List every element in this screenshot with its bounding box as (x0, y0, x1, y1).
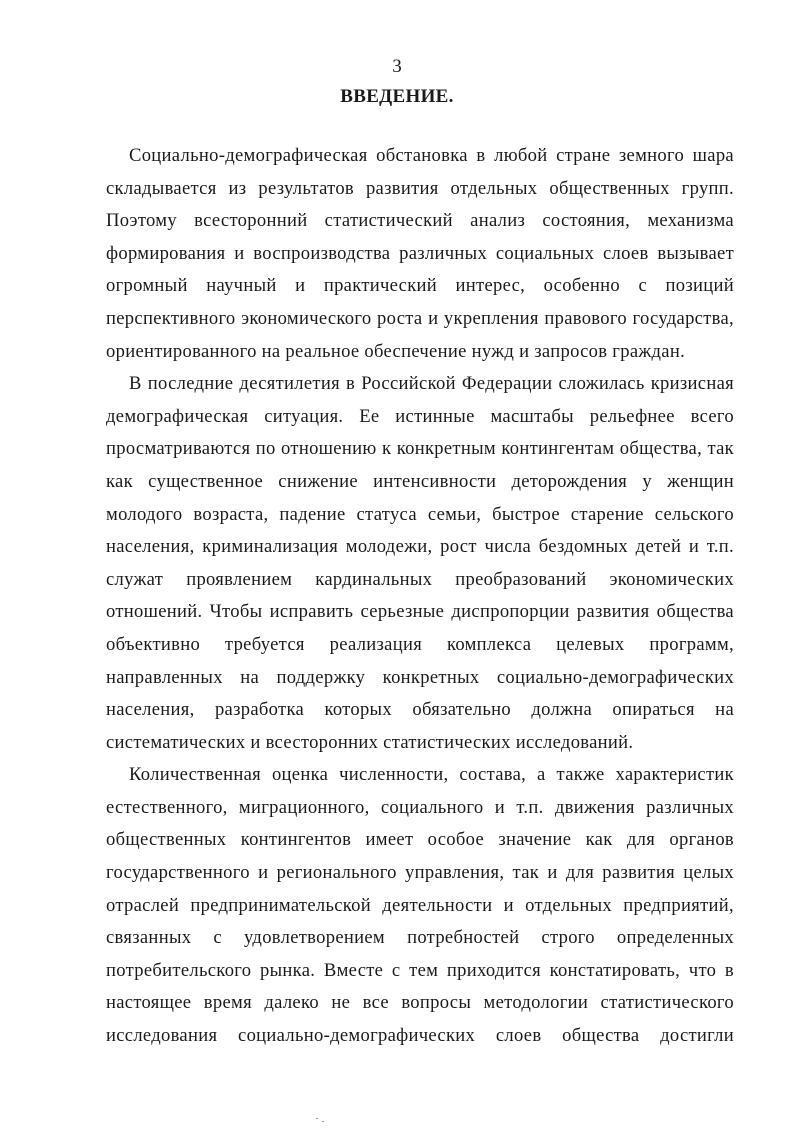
text-line: складывается из результатов развития отдельных общественных групп. (106, 177, 734, 199)
text-line: отношений. Чтобы исправить серьезные диспропорции развития общества (106, 601, 734, 623)
text-line: населения, разработка которых обязательно должна опираться на (106, 699, 734, 721)
text-line: Количественная оценка численности, состава, а также характеристик (129, 764, 734, 786)
text-line: исследования социально-демографических слоев общества достигли (106, 1025, 734, 1047)
text-line: связанных с удовлетворением потребностей строго определенных (106, 927, 734, 949)
text-line: перспективного экономического роста и укрепления правового государства, (106, 307, 734, 329)
text-line: объективно требуется реализация комплекса целевых программ, (106, 633, 734, 655)
paragraph-1 (106, 140, 734, 368)
text-line: ориентированного на реальное обеспечение нужд и запросов граждан. (106, 340, 686, 362)
text-line: демографическая ситуация. Ее истинные масштабы рельефнее всего (106, 405, 734, 427)
text-line: государственного и регионального управления, так и для развития целых (106, 862, 734, 884)
text-line: систематических и всесторонних статистических исследований. (106, 731, 634, 753)
text-line: просматриваются по отношению к конкретным контингентам общества, так (106, 438, 734, 460)
section-heading: ВВЕДЕНИЕ. (340, 86, 454, 107)
scan-speck (316, 1118, 318, 1119)
text-line: служат проявлением кардинальных преобразований экономических (106, 568, 734, 590)
text-line: огромный научный и практический интерес, особенно с позиций (106, 275, 734, 297)
text-line: Социально-демографическая обстановка в любой стране земного шара (129, 145, 734, 166)
text-line: Поэтому всесторонний статистический анализ состояния, механизма (106, 210, 734, 232)
text-line: общественных контингентов имеет особое значение как для органов (106, 829, 734, 851)
text-line: отраслей предпринимательской деятельности и отдельных предприятий, (106, 894, 734, 916)
text-line: формирования и воспроизводства различных социальных слоев вызывает (106, 242, 734, 264)
text-line: естественного, миграционного, социального и т.п. движения различных (106, 796, 734, 818)
text-line: настоящее время далеко не все вопросы методологии статистического (106, 992, 734, 1014)
body-text (106, 140, 734, 1053)
text-line: направленных на поддержку конкретных социально-демографических (106, 666, 734, 688)
text-line: потребительского рынка. Вместе с тем приходится констатировать, что в (106, 959, 734, 981)
page-number: 3 (392, 56, 402, 77)
text-line: населения, криминализация молодежи, рост числа бездомных детей и т.п. (106, 536, 734, 558)
scan-speck (322, 1121, 324, 1122)
paragraph-2 (106, 368, 734, 759)
text-line: В последние десятилетия в Российской Федерации сложилась кризисная (129, 373, 734, 395)
paragraph-3 (106, 759, 734, 1052)
text-line: как существенное снижение интенсивности деторождения у женщин (106, 470, 734, 492)
text-line: молодого возраста, падение статуса семьи, быстрое старение сельского (106, 503, 734, 525)
